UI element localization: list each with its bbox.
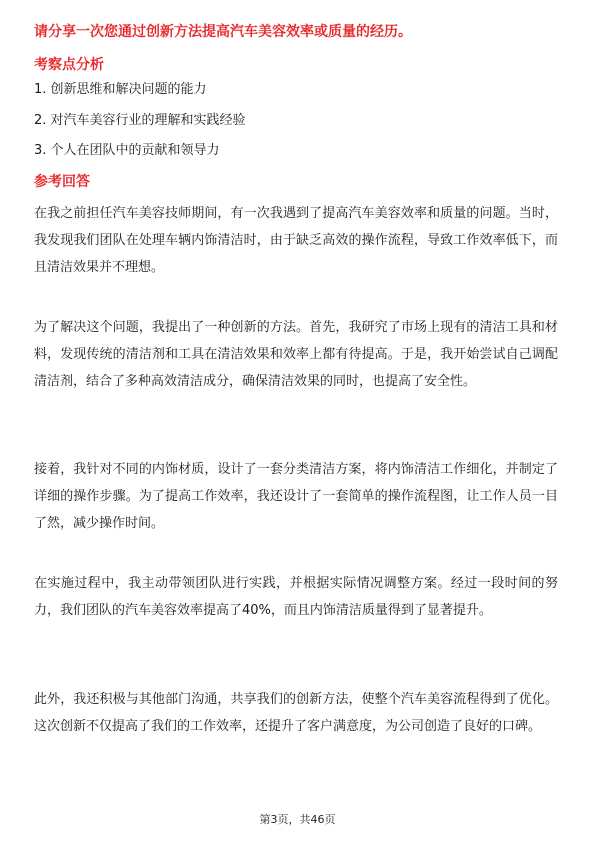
question-heading: 请分享一次您通过创新方法提高汽车美容效率或质量的经历。 (34, 24, 412, 40)
analysis-title: 考察点分析 (34, 57, 104, 73)
analysis-point: 1. 创新思维和解决问题的能力 (34, 82, 207, 97)
answer-paragraph: 在我之前担任汽车美容技师期间，有一次我遇到了提高汽车美容效率和质量的问题。当时，我发现我们团队在处理车辆内饰清洁时，由于缺乏高效的操作流程，导致工作效率低下，而且清洁效果并不理想。 (34, 206, 558, 275)
answer-title: 参考回答 (34, 174, 90, 190)
analysis-point: 2. 对汽车美容行业的理解和实践经验 (34, 113, 246, 128)
answer-paragraph: 为了解决这个问题，我提出了一种创新的方法。首先，我研究了市场上现有的清洁工具和材料，发现传统的清洁剂和工具在清洁效果和效率上都有待提高。于是，我开始尝试自己调配清洁剂，结合了多种高效清洁成分，确保清洁效果的同时，也提高了安全性。 (34, 320, 558, 389)
answer-paragraph: 此外，我还积极与其他部门沟通，共享我们的创新方法，使整个汽车美容流程得到了优化。这次创新不仅提高了我们的工作效率，还提升了客户满意度，为公司创造了良好的口碑。 (34, 692, 558, 734)
page-number: 第3页，共46页 (259, 813, 336, 826)
analysis-point: 3. 个人在团队中的贡献和领导力 (34, 143, 220, 158)
answer-paragraph: 在实施过程中，我主动带领团队进行实践，并根据实际情况调整方案。经过一段时间的努力，我们团队的汽车美容效率提高了40%，而且内饰清洁质量得到了显著提升。 (34, 576, 558, 618)
answer-paragraph: 接着，我针对不同的内饰材质，设计了一套分类清洁方案，将内饰清洁工作细化，并制定了详细的操作步骤。为了提高工作效率，我还设计了一套简单的操作流程图，让工作人员一目了然，减少操作时间。 (34, 462, 558, 531)
